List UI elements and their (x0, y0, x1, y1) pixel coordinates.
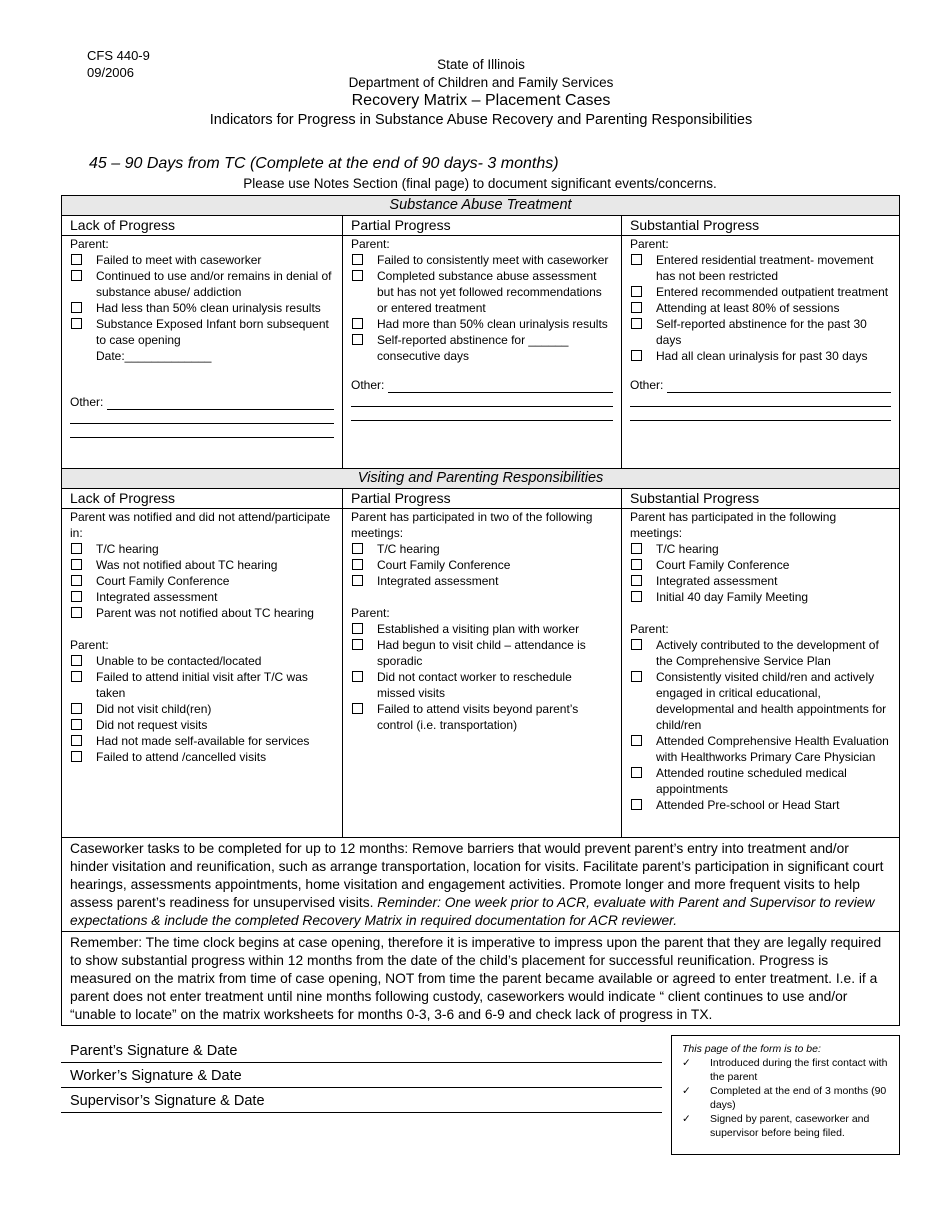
checkbox[interactable] (352, 270, 363, 281)
substance-body-row (62, 236, 899, 469)
department-name: Department of Children and Family Services (348, 75, 614, 90)
checkbox[interactable] (631, 639, 642, 650)
other-field[interactable] (70, 394, 334, 410)
checkbox[interactable] (71, 575, 82, 586)
checkbox[interactable] (631, 767, 642, 778)
instruction-text: Signed by parent, caseworker and supervisor before being filed. (710, 1113, 870, 1139)
checklist-item[interactable] (630, 765, 891, 797)
checklist-item[interactable] (351, 701, 613, 733)
checklist-item[interactable] (630, 573, 891, 589)
signature-block (61, 1039, 662, 1114)
col-head-partial: Partial Progress (343, 489, 622, 508)
other-line[interactable] (388, 379, 613, 393)
item-label: Had all clean urinalysis for past 30 days (656, 349, 868, 363)
item-label: Entered residential treatment- movement has not been restricted (656, 253, 874, 283)
checkbox[interactable] (71, 655, 82, 666)
checklist-item[interactable] (70, 252, 334, 268)
checkbox[interactable] (71, 751, 82, 762)
caseworker-reminder: Reminder: One week prior to ACR, evaluate with Parent and Supervisor to review expectations & include the completed Recovery Matrix in required documentation for ACR reviewer. (70, 895, 875, 928)
item-label: Court Family Conference (377, 558, 511, 572)
checkbox[interactable] (631, 591, 642, 602)
checklist-item[interactable] (630, 669, 891, 733)
item-label: Failed to attend initial visit after T/C was taken (96, 670, 308, 700)
other-line[interactable] (630, 393, 891, 407)
checkbox[interactable] (352, 575, 363, 586)
checkbox[interactable] (631, 254, 642, 265)
checkbox[interactable] (352, 639, 363, 650)
item-label: Attended Comprehensive Health Evaluation with Healthworks Primary Care Physician (656, 734, 889, 764)
instruction-item (682, 1084, 889, 1112)
other-line[interactable] (351, 407, 613, 421)
other-label: Other: (351, 378, 385, 392)
instructions-box (671, 1035, 900, 1155)
cell-intro: Parent has participated in two of the following meetings: (351, 510, 593, 540)
checklist-item[interactable] (351, 268, 613, 316)
checkbox[interactable] (631, 735, 642, 746)
item-text: Substance Exposed Infant born subsequent to case opening (96, 317, 329, 347)
item-label: Self-reported abstinence for ______ consecutive days (377, 333, 569, 363)
section-title-substance: Substance Abuse Treatment (62, 196, 899, 216)
checklist-item[interactable] (630, 252, 891, 284)
checkbox[interactable] (352, 254, 363, 265)
document-subtitle: Indicators for Progress in Substance Abuse Recovery and Parenting Responsibilities (209, 112, 753, 128)
checklist-item[interactable] (70, 669, 334, 701)
timeframe-heading: 45 – 90 Days from TC (Complete at the end of 90 days- 3 months) (89, 155, 559, 172)
checkbox[interactable] (71, 591, 82, 602)
item-label: Self-reported abstinence for the past 30 days (656, 317, 867, 347)
checklist-item[interactable] (630, 637, 891, 669)
notes-instruction: Please use Notes Section (final page) to document significant events/concerns. (243, 176, 717, 191)
item-label: Attended Pre-school or Head Start (656, 798, 840, 812)
item-label: Entered recommended outpatient treatment (656, 285, 889, 299)
checklist-item[interactable] (70, 557, 334, 573)
checkbox[interactable] (631, 575, 642, 586)
checklist-item[interactable] (630, 797, 891, 813)
item-label: Integrated assessment (377, 574, 499, 588)
item-label: Failed to consistently meet with caseworker (377, 253, 609, 267)
checkbox[interactable] (71, 302, 82, 313)
instructions-title: This page of the form is to be: (682, 1043, 821, 1055)
item-label: Did not contact worker to reschedule missed visits (377, 670, 572, 700)
item-label: Actively contributed to the development of the Comprehensive Service Plan (656, 638, 879, 668)
substance-substantial-cell (622, 236, 899, 468)
col-head-lack: Lack of Progress (62, 489, 343, 508)
checklist-item[interactable] (630, 589, 891, 605)
substance-lack-cell (62, 236, 343, 468)
checkmark-icon: ✓ (682, 1113, 691, 1125)
item-label: Integrated assessment (656, 574, 778, 588)
item-label: Court Family Conference (656, 558, 790, 572)
form-revision-date: 09/2006 (87, 65, 134, 80)
item-label: Was not notified about TC hearing (96, 558, 278, 572)
checkbox[interactable] (352, 334, 363, 345)
checklist-item[interactable] (70, 717, 334, 733)
other-line[interactable] (667, 379, 891, 393)
item-label: Had begun to visit child – attendance is sporadic (377, 638, 586, 668)
checkbox[interactable] (352, 318, 363, 329)
instruction-item (682, 1056, 889, 1084)
checklist-item[interactable] (351, 252, 613, 268)
checkbox[interactable] (631, 799, 642, 810)
item-label: Continued to use and/or remains in denial of substance abuse/ addiction (96, 269, 332, 299)
checklist-item[interactable] (630, 300, 891, 316)
item-label: Court Family Conference (96, 574, 230, 588)
other-line[interactable] (70, 424, 334, 438)
cell-intro: Parent was notified and did not attend/participate in: (70, 510, 331, 540)
caseworker-tasks (62, 838, 899, 932)
parent-label: Parent: (70, 237, 109, 251)
checkbox[interactable] (631, 350, 642, 361)
item-label: Did not visit child(ren) (96, 702, 212, 716)
col-head-partial: Partial Progress (343, 216, 622, 235)
worker-signature-line[interactable]: Worker’s Signature & Date (61, 1064, 662, 1088)
item-label: Attending at least 80% of sessions (656, 301, 840, 315)
checkbox[interactable] (71, 270, 82, 281)
checklist-item[interactable] (351, 316, 613, 332)
checklist-item[interactable] (351, 541, 613, 557)
item-label: Did not request visits (96, 718, 208, 732)
remember-note: Remember: The time clock begins at case opening, therefore it is imperative to impress upon the parent that they are legally required to show substantial progress within 12 months from the date of the child’s placement for successful reunification. Progress is measured on the matrix from time of case opening, NOT from time the parent became available or agreed to enter treatment. I.e. if a parent does not enter treatment until nine months following custody, caseworkers would indicate “ client continues to use and/or “unable to locate” on the matrix worksheets for months 0-3, 3-6 and 6-9 and check lack of progress in TX. (70, 935, 882, 1022)
visiting-lack-cell (62, 509, 343, 837)
item-label: Consistently visited child/ren and actively engaged in critical educational, developmental and health appointments for child/ren (656, 670, 887, 732)
checklist-item[interactable] (70, 541, 334, 557)
checklist-item[interactable] (70, 605, 334, 621)
checklist-item[interactable] (70, 749, 334, 765)
checklist-item[interactable] (351, 332, 613, 364)
checklist-item[interactable] (70, 268, 334, 300)
checkbox[interactable] (352, 559, 363, 570)
item-label: Had more than 50% clean urinalysis results (377, 317, 608, 331)
parent-label: Parent: (351, 237, 390, 251)
parent-label: Parent: (70, 638, 109, 652)
document-title: Recovery Matrix – Placement Cases (351, 92, 611, 109)
col-head-lack: Lack of Progress (62, 216, 343, 235)
section-title-visiting: Visiting and Parenting Responsibilities (62, 469, 899, 489)
checkbox[interactable] (631, 302, 642, 313)
item-label: Unable to be contacted/located (96, 654, 262, 668)
visiting-body-row (62, 509, 899, 838)
col-head-substantial: Substantial Progress (630, 217, 760, 233)
cell-intro: Parent has participated in the following meetings: (630, 510, 837, 540)
parent-signature-line[interactable]: Parent’s Signature & Date (61, 1039, 662, 1063)
checklist-item[interactable] (351, 621, 613, 637)
form-code: CFS 440-9 (87, 48, 150, 63)
parent-label: Parent: (630, 237, 669, 251)
instruction-text: Introduced during the first contact with the parent (710, 1057, 888, 1083)
supervisor-signature-line[interactable]: Supervisor’s Signature & Date (61, 1089, 662, 1113)
checklist-item[interactable] (70, 316, 334, 364)
checklist-item[interactable] (630, 348, 891, 364)
item-label: Failed to meet with caseworker (96, 253, 262, 267)
checkbox[interactable] (352, 671, 363, 682)
checkbox[interactable] (71, 607, 82, 618)
checklist-item[interactable] (630, 557, 891, 573)
checkmark-icon: ✓ (682, 1057, 691, 1069)
checkbox[interactable] (352, 543, 363, 554)
item-label: Had less than 50% clean urinalysis results (96, 301, 321, 315)
matrix-table (61, 195, 900, 1026)
item-label: T/C hearing (96, 542, 159, 556)
document-header (0, 56, 950, 130)
caseworker-tasks-text: Caseworker tasks to be completed for up to 12 months: Remove barriers that would prevent parent’s entry into treatment and/or hinder visitation and reunification, such as arrange transportation, location for visits. Facilitate parent’s participation in significant court hearings, assessments appointments, home visitation and engagement activities. Promote longer and more frequent visits to help assess parent’s readiness for unsupervised visits. (70, 841, 884, 910)
column-headers-substance (62, 216, 899, 236)
item-label: Had not made self-available for services (96, 734, 310, 748)
checkbox[interactable] (631, 559, 642, 570)
checklist-item[interactable] (351, 669, 613, 701)
item-label: Parent was not notified about TC hearing (96, 606, 314, 620)
item-label: Failed to attend /cancelled visits (96, 750, 267, 764)
other-field[interactable] (630, 377, 891, 393)
parent-label: Parent: (351, 606, 390, 620)
checklist-item[interactable] (70, 573, 334, 589)
item-label: Integrated assessment (96, 590, 218, 604)
checklist-item[interactable] (351, 573, 613, 589)
other-label: Other: (630, 378, 664, 392)
checklist-item[interactable] (70, 701, 334, 717)
checkbox[interactable] (71, 719, 82, 730)
item-label: Attended routine scheduled medical appointments (656, 766, 847, 796)
checkbox[interactable] (631, 318, 642, 329)
date-field[interactable]: Date:_____________ (96, 349, 212, 363)
checklist-item[interactable] (70, 300, 334, 316)
instruction-item (682, 1112, 889, 1140)
checkmark-icon: ✓ (682, 1085, 691, 1097)
checklist-item[interactable] (70, 733, 334, 749)
checkbox[interactable] (631, 286, 642, 297)
other-line[interactable] (630, 407, 891, 421)
checkbox[interactable] (71, 559, 82, 570)
visiting-partial-cell (343, 509, 622, 837)
substance-partial-cell (343, 236, 622, 468)
item-label: T/C hearing (656, 542, 719, 556)
checkbox[interactable] (71, 671, 82, 682)
col-head-substantial: Substantial Progress (630, 490, 760, 506)
item-label: Initial 40 day Family Meeting (656, 590, 809, 604)
item-label: Completed substance abuse assessment but has not yet followed recommendations or entered treatment (377, 269, 602, 315)
other-line[interactable] (351, 393, 613, 407)
visiting-substantial-cell (622, 509, 899, 837)
checkbox[interactable] (71, 735, 82, 746)
checkbox[interactable] (71, 703, 82, 714)
checklist-item[interactable] (630, 316, 891, 348)
other-line[interactable] (107, 396, 334, 410)
checklist-item[interactable] (630, 541, 891, 557)
item-label: Failed to attend visits beyond parent’s control (i.e. transportation) (377, 702, 579, 732)
checkbox[interactable] (71, 543, 82, 554)
state-name: State of Illinois (437, 57, 525, 72)
checkbox[interactable] (631, 671, 642, 682)
item-label: T/C hearing (377, 542, 440, 556)
checklist-item[interactable] (630, 284, 891, 300)
checkbox[interactable] (352, 623, 363, 634)
checklist-item[interactable] (351, 557, 613, 573)
checklist-item[interactable] (351, 637, 613, 669)
other-label: Other: (70, 395, 104, 409)
checkbox[interactable] (71, 254, 82, 265)
other-field[interactable] (351, 377, 613, 393)
checkbox[interactable] (352, 703, 363, 714)
instruction-text: Completed at the end of 3 months (90 days) (710, 1085, 887, 1111)
item-label: Established a visiting plan with worker (377, 622, 580, 636)
other-line[interactable] (70, 410, 334, 424)
checklist-item[interactable] (70, 653, 334, 669)
checkbox[interactable] (71, 318, 82, 329)
checkbox[interactable] (631, 543, 642, 554)
parent-label: Parent: (630, 622, 669, 636)
checklist-item[interactable] (630, 733, 891, 765)
checklist-item[interactable] (70, 589, 334, 605)
item-label (96, 316, 334, 364)
column-headers-visiting (62, 489, 899, 509)
